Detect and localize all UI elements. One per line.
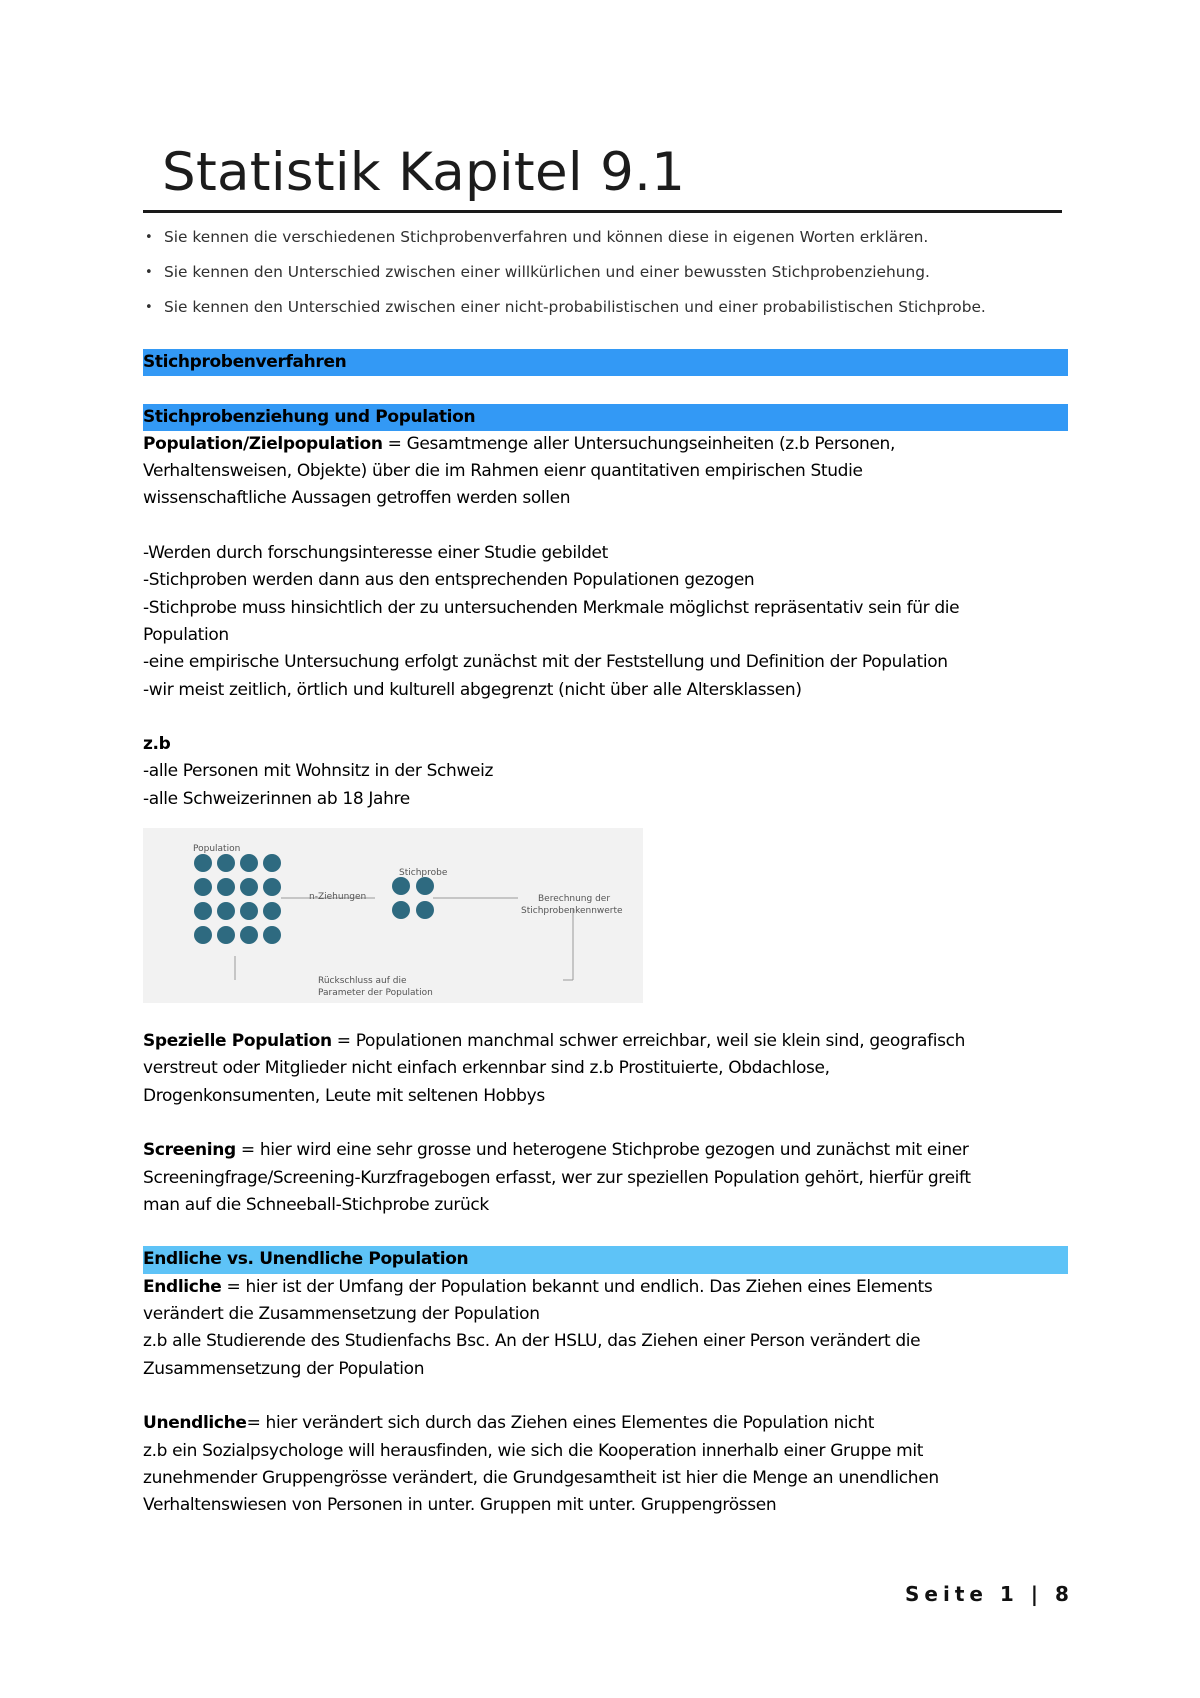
term-label: Screening bbox=[143, 1140, 236, 1161]
text-line: Verhaltensweisen, Objekte) über die im Rahmen eienr quantitativen empirischen Studie bbox=[143, 461, 863, 482]
text-line: Population bbox=[143, 624, 229, 645]
section-heading-stichprobenverfahren: Stichprobenverfahren bbox=[143, 349, 1068, 376]
population-dot bbox=[217, 902, 235, 920]
sample-dot bbox=[392, 901, 410, 919]
text-line: Screeningfrage/Screening-Kurzfragebogen erfasst, wer zur speziellen Population gehört, hierfür greift bbox=[143, 1167, 971, 1188]
text-line: Zusammensetzung der Population bbox=[143, 1358, 425, 1379]
document-body bbox=[143, 349, 1068, 1519]
text-line: Verhaltenswiesen von Personen in unter. Gruppen mit unter. Gruppengrössen bbox=[143, 1495, 777, 1516]
spacer bbox=[143, 1110, 1068, 1137]
population-dot bbox=[240, 854, 258, 872]
sample-dot bbox=[416, 901, 434, 919]
population-dots bbox=[194, 854, 281, 944]
document-title: Statistik Kapitel 9.1 bbox=[162, 142, 686, 203]
population-dot bbox=[240, 902, 258, 920]
screening-definition: Screening = hier wird eine sehr grosse und heterogene Stichprobe gezogen und zunächst mit einer bbox=[143, 1140, 969, 1161]
text-line: Drogenkonsumenten, Leute mit seltenen Hobbys bbox=[143, 1085, 545, 1106]
text-line: -alle Personen mit Wohnsitz in der Schweiz bbox=[143, 761, 494, 782]
population-dot bbox=[217, 878, 235, 896]
objective-item: • Sie kennen den Unterschied zwischen einer nicht-probabilistischen und einer probabilistischen Stichprobe. bbox=[143, 290, 1073, 325]
population-dot bbox=[194, 878, 212, 896]
speziell-definition: Spezielle Population = Populationen manchmal schwer erreichbar, weil sie klein sind, geografisch bbox=[143, 1031, 966, 1052]
compute-label-1: Berechnung der bbox=[538, 894, 611, 905]
spacer bbox=[143, 1219, 1068, 1246]
title-underline bbox=[143, 210, 1062, 213]
term-label: Unendliche bbox=[143, 1413, 247, 1434]
bullet-icon: • bbox=[145, 300, 153, 315]
text-line: -alle Schweizerinnen ab 18 Jahre bbox=[143, 788, 410, 809]
spacer bbox=[143, 1383, 1068, 1410]
endliche-definition: Endliche = hier ist der Umfang der Population bekannt und endlich. Das Ziehen eines Elements bbox=[143, 1276, 933, 1297]
text-line: verändert die Zusammensetzung der Population bbox=[143, 1304, 540, 1325]
learning-objectives-list bbox=[143, 220, 1073, 325]
text-line: -Werden durch forschungsinteresse einer Studie gebildet bbox=[143, 543, 608, 564]
objective-item: • Sie kennen den Unterschied zwischen einer willkürlichen und einer bewussten Stichprobenziehung. bbox=[143, 255, 1073, 290]
text-line: man auf die Schneeball-Stichprobe zurück bbox=[143, 1194, 489, 1215]
population-label: Population bbox=[193, 844, 241, 855]
text-line: -eine empirische Untersuchung erfolgt zunächst mit der Feststellung und Definition der Population bbox=[143, 652, 948, 673]
population-dot bbox=[240, 878, 258, 896]
text-line: wissenschaftliche Aussagen getroffen werden sollen bbox=[143, 488, 571, 509]
population-dot bbox=[263, 902, 281, 920]
section-heading-ziehung: Stichprobenziehung und Population bbox=[143, 404, 1068, 431]
sample-label: Stichprobe bbox=[399, 868, 448, 879]
text-line: -Stichproben werden dann aus den entsprechenden Populationen gezogen bbox=[143, 570, 755, 591]
spacer bbox=[143, 376, 1068, 403]
population-definition: Population/Zielpopulation = Gesamtmenge aller Untersuchungseinheiten (z.b Personen, bbox=[143, 433, 896, 454]
population-dot bbox=[194, 926, 212, 944]
text-line: verstreut oder Mitglieder nicht einfach erkennbar sind z.b Prostituierte, Obdachlose, bbox=[143, 1058, 830, 1079]
spacer bbox=[143, 513, 1068, 540]
bullet-icon: • bbox=[145, 265, 153, 280]
unendliche-definition: Unendliche= hier verändert sich durch das Ziehen eines Elementes die Population nicht bbox=[143, 1413, 875, 1434]
compute-label-2: Stichprobenkennwerte bbox=[521, 906, 623, 917]
text-line: zunehmender Gruppengrösse verändert, die Grundgesamtheit ist hier die Menge an unendlichen bbox=[143, 1467, 939, 1488]
page-number: Seite 1 | 8 bbox=[905, 1582, 1074, 1606]
inference-label-1: Rückschluss auf die bbox=[318, 976, 407, 987]
text-line: -Stichprobe muss hinsichtlich der zu untersuchenden Merkmale möglichst repräsentativ sein für die bbox=[143, 597, 960, 618]
objective-item: • Sie kennen die verschiedenen Stichprobenverfahren und können diese in eigenen Worten erklären. bbox=[143, 220, 1073, 255]
draws-label: n-Ziehungen bbox=[309, 892, 367, 903]
term-label: Population/Zielpopulation bbox=[143, 433, 383, 454]
section-heading-endlich: Endliche vs. Unendliche Population bbox=[143, 1246, 1068, 1273]
population-dot bbox=[194, 902, 212, 920]
population-dot bbox=[240, 926, 258, 944]
term-label: Endliche bbox=[143, 1276, 222, 1297]
spacer bbox=[143, 704, 1068, 731]
example-label: z.b bbox=[143, 734, 171, 755]
bullet-icon: • bbox=[145, 230, 153, 245]
population-dot bbox=[263, 854, 281, 872]
population-sample-diagram bbox=[143, 828, 643, 1003]
population-dot bbox=[263, 926, 281, 944]
population-dot bbox=[217, 926, 235, 944]
inference-label-2: Parameter der Population bbox=[318, 988, 433, 999]
text-line: -wir meist zeitlich, örtlich und kulturell abgegrenzt (nicht über alle Altersklassen) bbox=[143, 679, 802, 700]
text-line: z.b ein Sozialpsychologe will herausfinden, wie sich die Kooperation innerhalb einer Gruppe mit bbox=[143, 1440, 924, 1461]
term-label: Spezielle Population bbox=[143, 1031, 332, 1052]
population-dot bbox=[263, 878, 281, 896]
text-line: z.b alle Studierende des Studienfachs Bsc. An der HSLU, das Ziehen einer Person verändert die bbox=[143, 1331, 921, 1352]
